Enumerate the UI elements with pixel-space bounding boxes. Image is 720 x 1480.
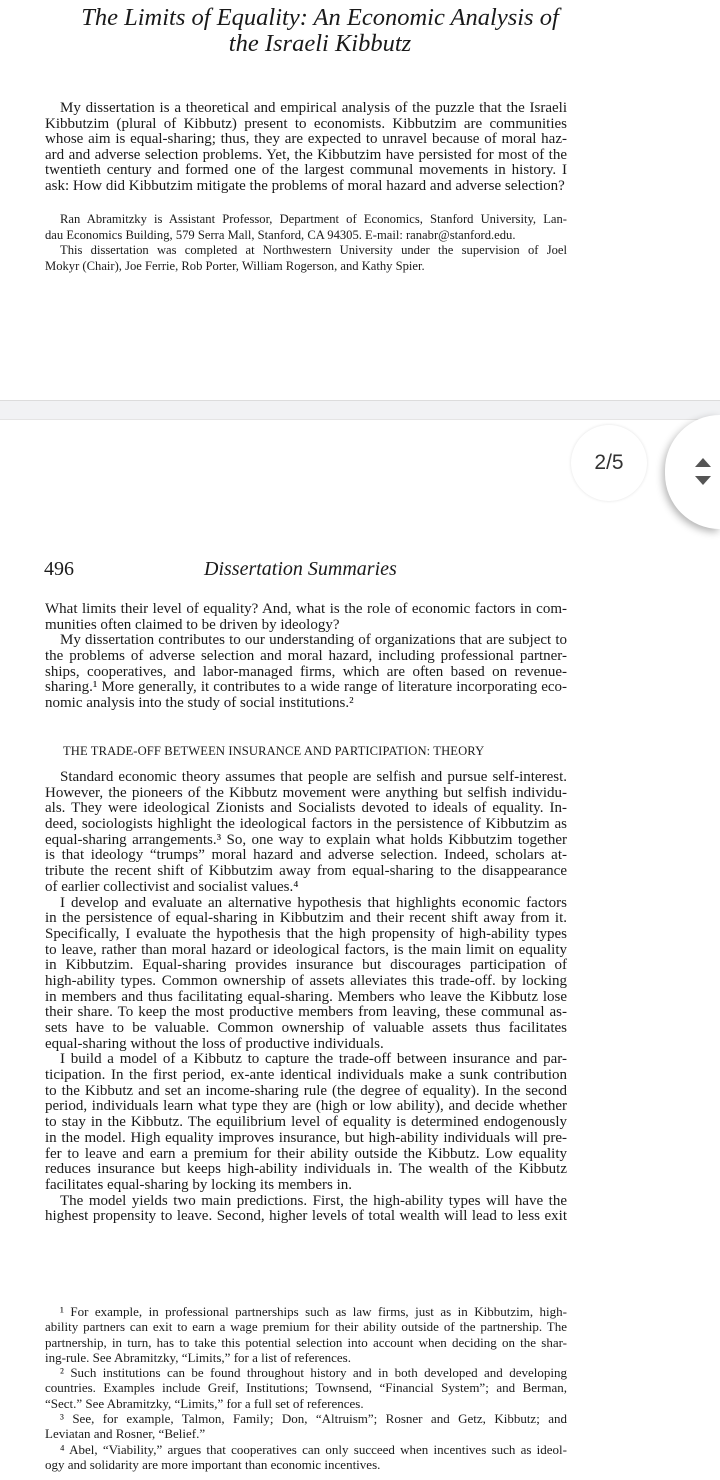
text-line: sharing.¹ More generally, it contributes to a wide range of literature incorporating eco- <box>45 679 567 696</box>
text-line: tribute the recent shift of Kibbutzim away from equal-sharing to the disappearance <box>45 863 567 880</box>
text-line: in Kibbutzim. Equal-sharing provides insurance but discourages participation of <box>45 957 567 974</box>
body-paragraphs <box>45 770 567 1225</box>
text-line: However, the pioneers of the Kibbutz movement were anything but selfish individu- <box>45 784 567 801</box>
text-line: I develop and evaluate an alternative hypothesis that highlights economic factors <box>60 894 567 911</box>
page-indicator: 2/5 <box>571 425 647 501</box>
text-line: ask: How did Kibbutzim mitigate the problems of moral hazard and adverse selection? <box>45 177 565 194</box>
arrow-down-icon <box>695 476 711 485</box>
text-line: ⁴ Abel, “Viability,” argues that cooperatives can only succeed when incentives such as ideol- <box>60 1441 567 1457</box>
text-line: is that ideology “trumps” moral hazard and adverse selection. Indeed, scholars at- <box>45 847 567 864</box>
pdf-page-2 <box>0 420 720 1480</box>
text-line: twentieth century and formed one of the largest communal movements in history. I <box>45 162 567 179</box>
arrow-up-icon <box>695 458 711 467</box>
text-line: “Sect.” See Abramitzky, “Limits,” for a full set of references. <box>45 1395 364 1411</box>
text-line: partnership, in turn, has to take this potential selection into account when deciding on the shar- <box>45 1334 567 1350</box>
text-line: Ran Abramitzky is Assistant Professor, Department of Economics, Stanford University, Lan- <box>60 212 567 226</box>
text-line: high-ability types. Common ownership of assets alleviates this trade-off. by locking <box>45 972 567 989</box>
text-line: to the Kibbutz and set an income-sharing rule (the degree of equality). In the second <box>45 1082 567 1099</box>
page-separator <box>0 400 720 420</box>
title-line: the Israeli Kibbutz <box>228 30 412 57</box>
text-line: munities often claimed to be driven by ideology? <box>45 616 340 633</box>
pdf-page-1 <box>0 0 720 400</box>
abstract-paragraph <box>45 101 567 195</box>
text-line: in members and thus facilitating equal-sharing. Members who leave the Kibbutz lose <box>45 988 567 1005</box>
text-line: Specifically, I evaluate the hypothesis that the high propensity of high-ability types <box>45 925 567 942</box>
text-line: in the model. High equality improves insurance, but high-ability individuals will pre- <box>45 1129 567 1146</box>
text-line: ¹ For example, in professional partnerships such as law firms, just as in Kibbutzim, high- <box>60 1304 567 1319</box>
text-line: ² Such institutions can be found throughout history and in both developed and developing <box>60 1365 567 1381</box>
text-line: The model yields two main predictions. First, the high-ability types will have the <box>60 1192 567 1209</box>
text-line: Standard economic theory assumes that people are selfish and pursue self-interest. <box>60 769 567 785</box>
text-line: facilitates equal-sharing by locking its members in. <box>45 1176 353 1193</box>
text-line: ships, cooperatives, and labor-managed firms, which are often based on revenue- <box>45 663 567 680</box>
text-line: ability partners can exit to earn a wage premium for their ability outside of the partnership. The <box>45 1319 567 1335</box>
text-line: to leave, rather than moral hazard or ideological factors, is the main limit on equality <box>45 941 567 958</box>
text-line: als. They were ideological Zionists and Socialists devoted to ideals of equality. In- <box>45 800 567 817</box>
text-line: the problems of adverse selection and moral hazard, including professional partner- <box>45 648 567 665</box>
text-line: dau Economics Building, 579 Serra Mall, Stanford, CA 94305. E-mail: ranabr@stanford.edu. <box>45 227 516 242</box>
footnotes <box>45 1304 567 1472</box>
text-line: deed, sociologists highlight the ideological factors in the persistence of Kibbutzim as <box>45 816 567 833</box>
running-head: Dissertation Summaries <box>204 558 397 580</box>
text-line: period, individuals learn what type they are (high or low ability), and decide whether <box>45 1098 567 1115</box>
text-line: ³ See, for example, Talmon, Family; Don, “Altruism”; Rosner and Getz, Kibbutz; and <box>60 1411 567 1427</box>
text-line: This dissertation was completed at Northwestern University under the supervision of Joel <box>60 243 567 258</box>
text-line: reduces insurance but keeps high-ability individuals in. The wealth of the Kibbutz <box>45 1161 567 1178</box>
text-line: ticipation. In the first period, ex-ante identical individuals make a sunk contribution <box>45 1067 567 1084</box>
text-line: to stay in the Kibbutz. The equilibrium level of equality is determined endogenously <box>45 1114 567 1131</box>
text-line: ing-rule. See Abramitzky, “Limits,” for a list of references. <box>45 1349 351 1365</box>
text-line: My dissertation contributes to our understanding of organizations that are subject to <box>60 632 567 649</box>
page-number: 496 <box>44 558 74 580</box>
article-title <box>40 5 600 57</box>
text-line: equal-sharing arrangements.³ So, one way to explain what holds Kibbutzim together <box>45 831 567 848</box>
author-note <box>45 212 567 274</box>
text-line: ard and adverse selection problems. Yet, the Kibbutzim have persisted for most of the <box>45 146 567 163</box>
text-line: countries. Examples include Greif, Institutions; Townsend, “Financial System”; and Berman, <box>45 1380 567 1396</box>
text-line: in the persistence of equal-sharing in Kibbutzim and their recent shift away from it. <box>45 910 567 927</box>
text-line: nomic analysis into the study of social institutions.² <box>45 695 354 712</box>
title-line: The Limits of Equality: An Economic Analysis of <box>81 4 559 31</box>
text-line: Mokyr (Chair), Joe Ferrie, Rob Porter, William Rogerson, and Kathy Spier. <box>45 258 425 273</box>
text-line: whose aim is equal-sharing; thus, they are expected to unravel because of moral haz- <box>45 131 567 148</box>
text-line: What limits their level of equality? And, what is the role of economic factors in com- <box>45 601 567 617</box>
section-heading: THE TRADE-OFF BETWEEN INSURANCE AND PARTICIPATION: THEORY <box>63 744 485 758</box>
text-line: sets have to be valuable. Common ownership of valuable assets thus facilitates <box>45 1020 567 1036</box>
text-line: My dissertation is a theoretical and empirical analysis of the puzzle that the Israeli <box>60 100 567 116</box>
text-line: Kibbutzim (plural of Kibbutz) present to economists. Kibbutzim are communities <box>45 115 567 132</box>
intro-paragraphs <box>45 602 567 712</box>
text-line: fer to leave and earn a premium for their ability outside the Kibbutz. Low equality <box>45 1145 567 1162</box>
text-line: equal-sharing without the loss of productive individuals. <box>45 1035 384 1052</box>
text-line: ogy and solidarity are more important than economic incentives. <box>45 1456 381 1472</box>
text-line: Leviatan and Rosner, “Belief.” <box>45 1426 206 1442</box>
text-line: their share. To keep the most productive members from leaving, these communal as- <box>45 1004 567 1021</box>
text-line: of earlier collectivist and socialist values.⁴ <box>45 878 299 895</box>
text-line: highest propensity to leave. Second, higher levels of total wealth will lead to less exit <box>45 1208 567 1225</box>
text-line: I build a model of a Kibbutz to capture the trade-off between insurance and par- <box>60 1051 567 1068</box>
